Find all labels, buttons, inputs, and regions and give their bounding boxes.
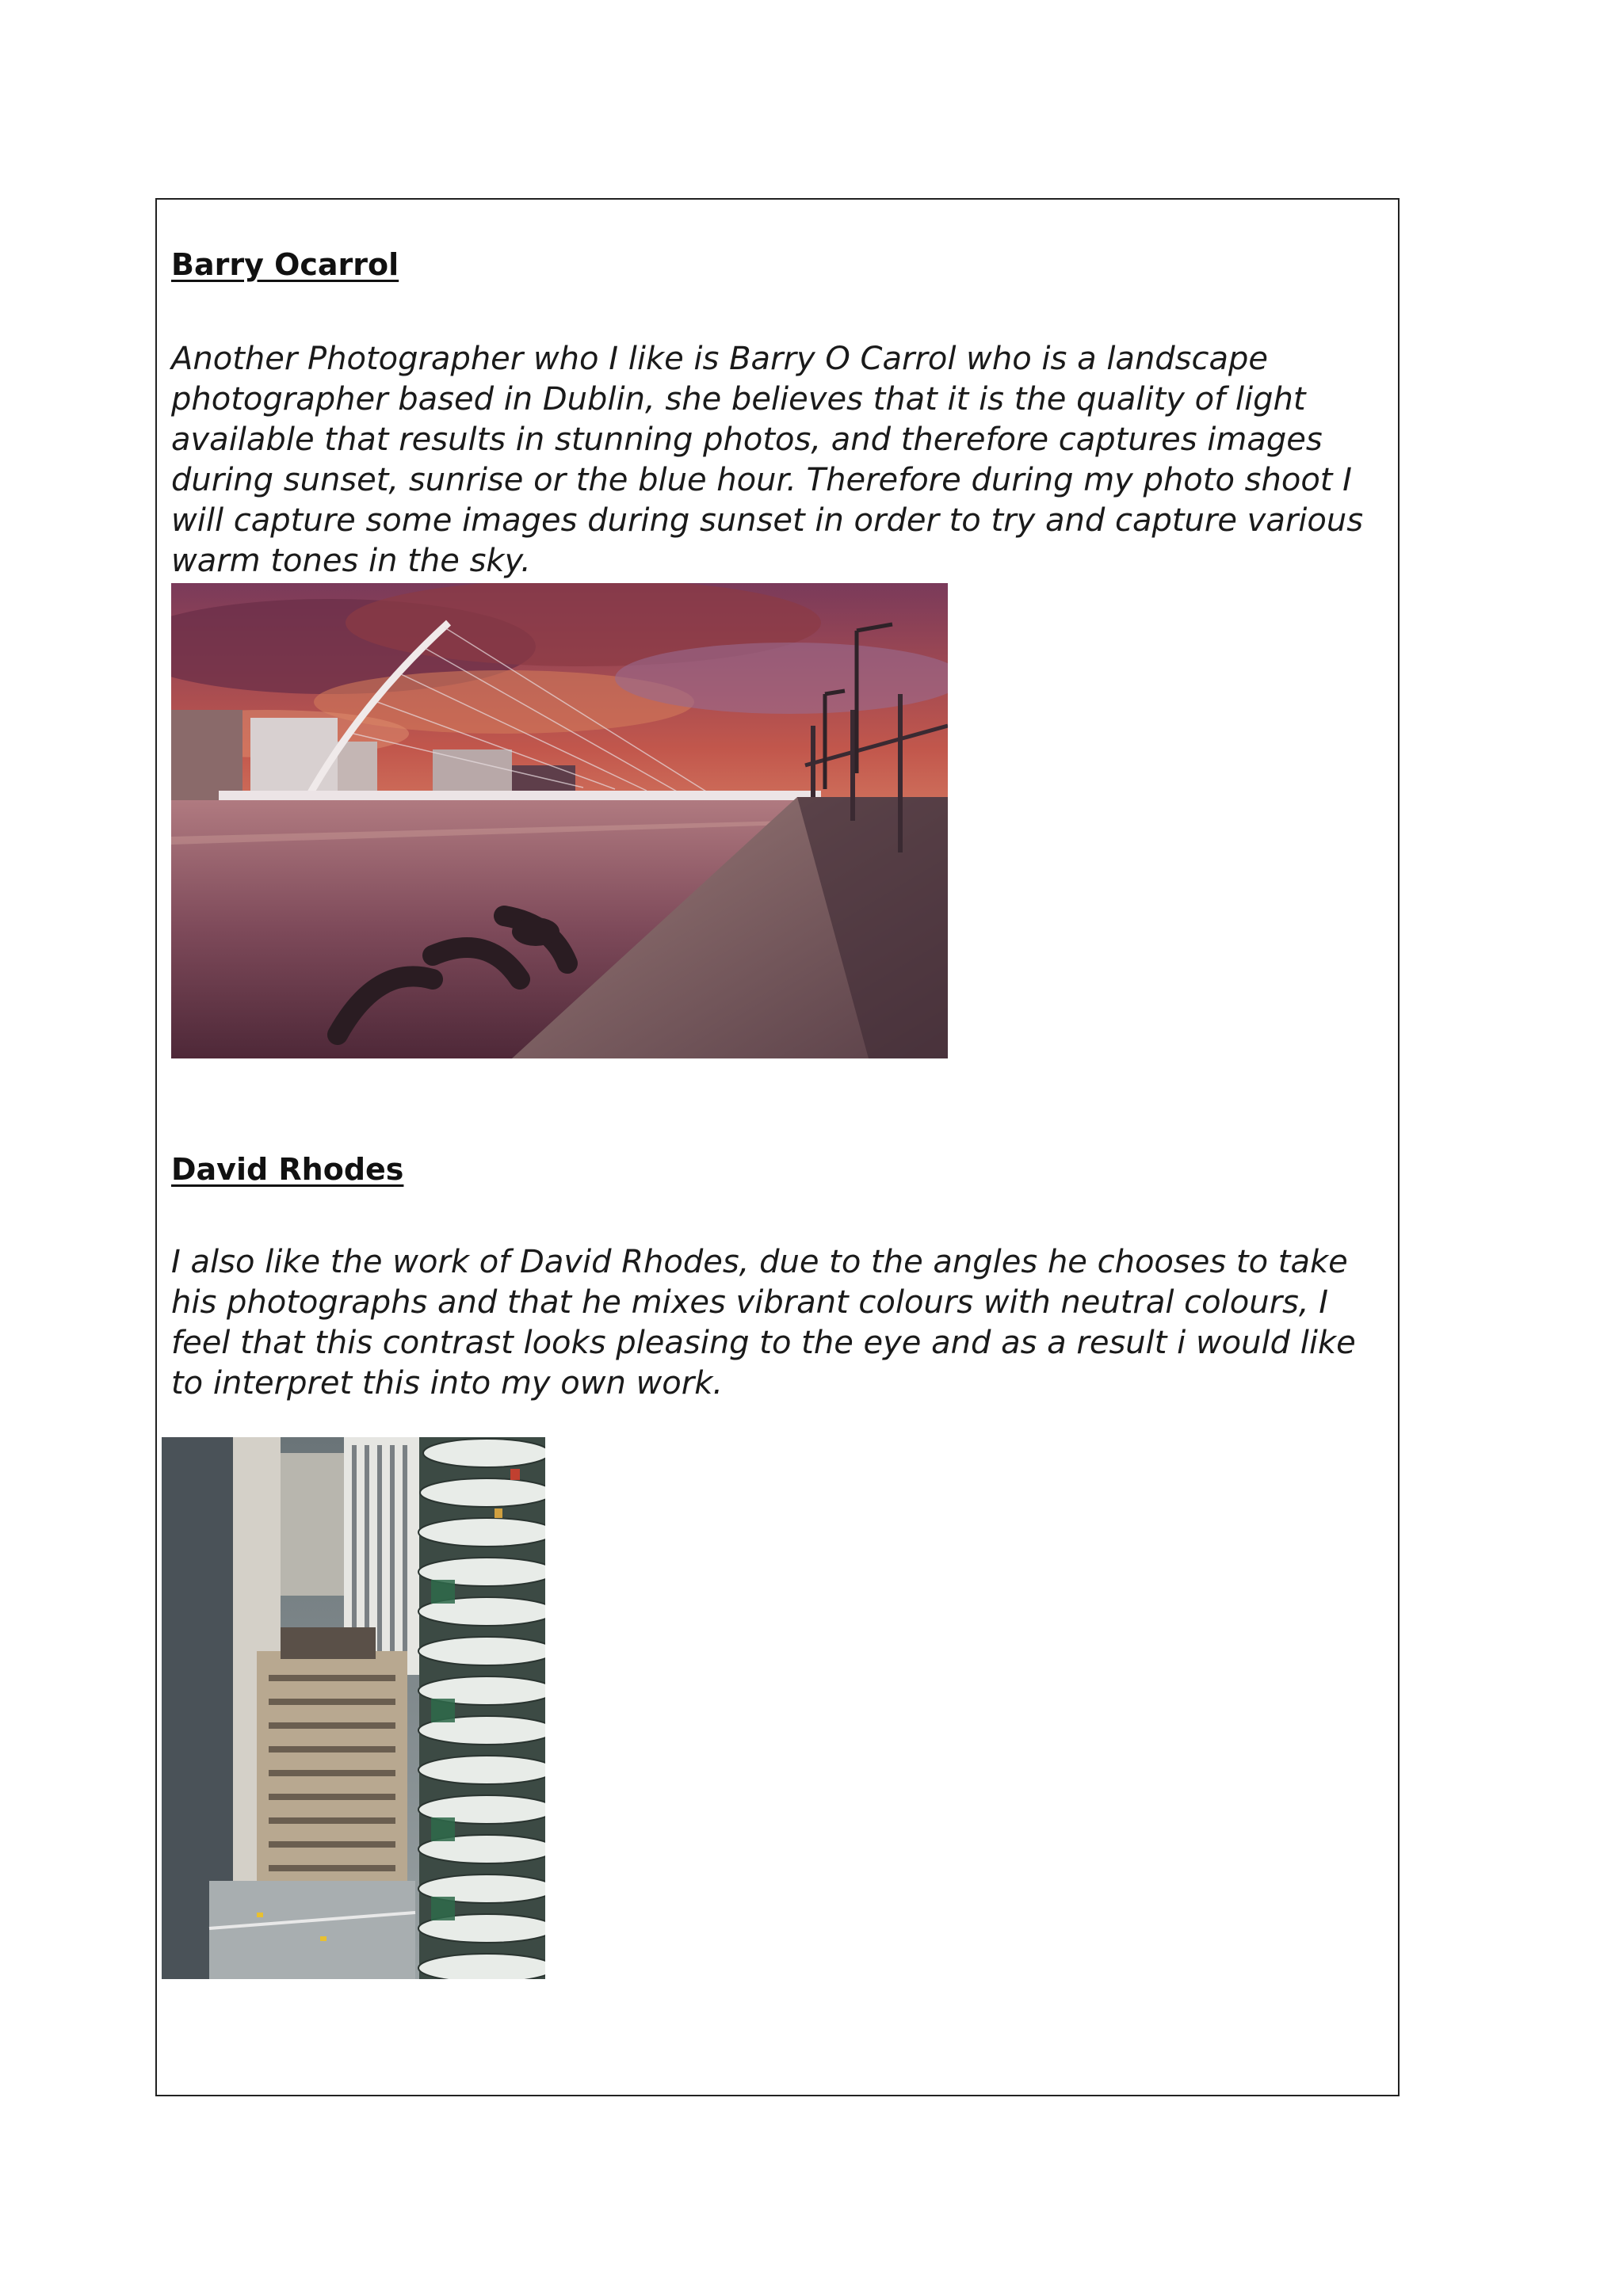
paragraph-barry-ocarrol: Another Photographer who I like is Barry O Carrol who is a landscape photographer based in Dublin, she believes that it is the quality of light available that results in stunning photos, and therefore captures images during sunset, sunrise or the blue hour. Therefore during my photo shoot I will capture some images during sunset in order to try and capture various warm tones in the sky. <box>171 341 1364 579</box>
sunset-bridge-photo <box>171 583 948 1058</box>
city-towers-photo <box>162 1437 545 1979</box>
paragraph-david-rhodes: I also like the work of David Rhodes, due to the angles he chooses to take his photographs and that he mixes vibrant colours with neutral colours, I feel that this contrast looks pleasing to the eye and as a result i would like to interpret this into my own work. <box>171 1244 1356 1402</box>
page-frame <box>155 198 1400 2096</box>
section-heading-david-rhodes: David Rhodes <box>171 1152 404 1187</box>
section-heading-barry-ocarrol: Barry Ocarrol <box>171 247 399 282</box>
